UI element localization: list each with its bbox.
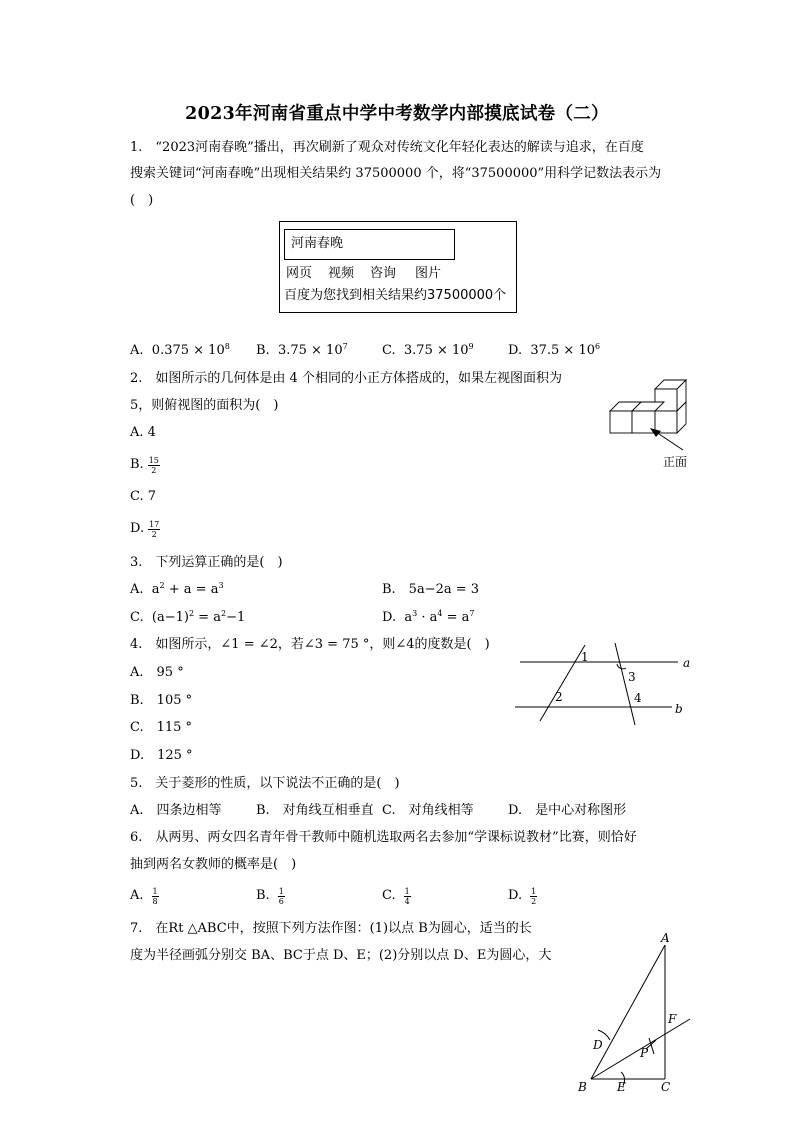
q1-tab-image: 图片 — [415, 266, 442, 281]
q6-option-a: A. $\frac{1}{8}$ — [130, 886, 158, 906]
q4-option-c: C. 115 ° — [130, 720, 193, 735]
q4-angle-3-label: 3 — [628, 670, 636, 684]
q4-option-d: D. 125 ° — [130, 748, 193, 763]
q3-option-a: A. $a^2 + a = a^3$ — [130, 581, 224, 597]
q7-point-p-label: P — [640, 1046, 649, 1060]
q5-option-c: C. 对角线相等 — [382, 803, 474, 818]
q6-option-c: C. $\frac{1}{4}$ — [382, 886, 410, 906]
q5-option-a: A. 四条边相等 — [130, 803, 222, 818]
q2-line2: 5，则俯视图的面积为( ) — [130, 398, 279, 413]
exam-title: 2023年河南省重点中学中考数学内部摸底试卷（二） — [185, 104, 609, 124]
q5-option-d: D. 是中心对称图形 — [508, 803, 627, 818]
q1-tab-web: 网页 — [286, 266, 313, 281]
q5-option-b: B. 对角线互相垂直 — [256, 803, 374, 818]
q4-option-b: B. 105 ° — [130, 693, 193, 708]
q1-line1: 1. “2023河南春晚”播出，再次刷新了观众对传统文化年轻化表达的解读与追求，在百度 — [130, 140, 644, 155]
q7-point-e-label: E — [617, 1080, 626, 1094]
q1-tab-video: 视频 — [328, 266, 355, 281]
q4-line-a-label: a — [683, 656, 691, 670]
q7-point-f-label: F — [668, 1012, 677, 1026]
q2-line1: 2. 如图所示的几何体是由 4 个相同的小正方体搭成的，如果左视图面积为 — [130, 371, 562, 386]
q7-point-d-label: D — [593, 1038, 603, 1052]
q4-angle-2-label: 2 — [555, 690, 563, 704]
q6-option-b: B. $\frac{1}{6}$ — [256, 886, 284, 906]
q2-option-d: D. $\frac{17}{2}$ — [130, 519, 160, 539]
q6-line2: 抽到两名女教师的概率是( ) — [130, 857, 297, 872]
q2-option-a: A. 4 — [130, 425, 156, 440]
q1-tab-news: 咨询 — [370, 266, 397, 281]
q4-option-a: A. 95 ° — [130, 665, 184, 680]
q3-option-c: C. $(a-1)^2 = a^2-1$ — [130, 609, 246, 625]
q7-line1: 7. 在Rt △ABC中，按照下列方法作图：(1)以点 B为圆心，适当的长 — [130, 921, 532, 936]
q1-line3: ( ) — [130, 193, 154, 208]
q1-option-c: C. $3.75 \times 10^9$ — [382, 342, 474, 358]
q1-result-text: 百度为您找到相关结果约37500000个 — [284, 288, 507, 303]
q6-option-d: D. $\frac{1}{2}$ — [508, 886, 537, 906]
q4-stem: 4. 如图所示，∠1 = ∠2，若∠3 = 75 °，则∠4的度数是( ) — [130, 637, 490, 652]
q1-option-a: A. $0.375 \times 10^8$ — [130, 342, 230, 358]
q6-line1: 6. 从两男、两女四名青年骨干教师中随机选取两名去参加“学课标说教材”比赛，则恰好 — [130, 830, 637, 845]
q3-option-b: B. 5a−2a = 3 — [382, 582, 480, 597]
q7-point-b-label: B — [578, 1080, 587, 1094]
q5-stem: 5. 关于菱形的性质，以下说法不正确的是( ) — [130, 776, 400, 791]
q4-line-b-label: b — [675, 702, 683, 716]
q7-line2: 度为半径画弧分别交 BA、BC于点 D、E；(2)分别以点 D、E为圆心，大 — [130, 948, 552, 963]
q2-front-label: 正面 — [663, 455, 688, 469]
q2-option-c: C. 7 — [130, 489, 157, 504]
q2-option-b: B. $\frac{15}{2}$ — [130, 455, 159, 475]
q3-stem: 3. 下列运算正确的是( ) — [130, 555, 283, 570]
q1-search-value: 河南春晚 — [291, 236, 344, 251]
q4-angle-1-label: 1 — [581, 650, 589, 664]
q7-point-c-label: C — [661, 1080, 671, 1094]
q4-angle-4-label: 4 — [634, 691, 642, 705]
q1-option-b: B. $3.75 \times 10^7$ — [256, 342, 348, 358]
q7-point-a-label: A — [661, 931, 670, 945]
q1-line2: 搜索关键词“河南春晚”出现相关结果约 37500000 个，将“37500000”用科学记数法表示为 — [130, 166, 662, 181]
q3-option-d: D. $a^3 \cdot a^4 = a^7$ — [382, 609, 475, 625]
q1-option-d: D. $37.5 \times 10^6$ — [508, 342, 601, 358]
